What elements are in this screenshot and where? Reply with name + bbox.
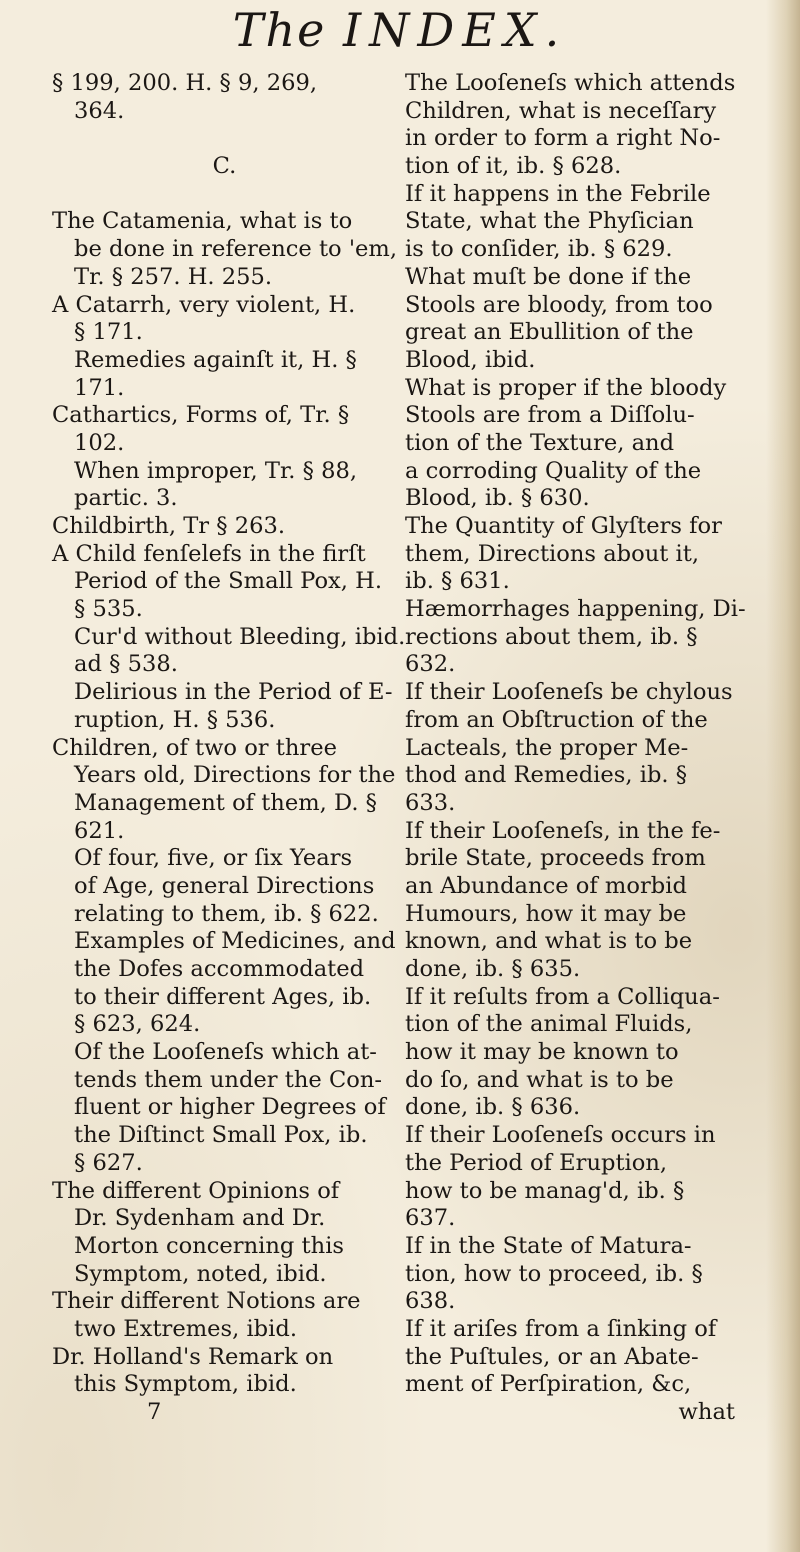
index-line: an Abundance of morbid: [405, 872, 687, 899]
index-line: ruption, H. § 536.: [74, 706, 276, 733]
index-line: Remedies againſt it, H. §: [74, 346, 357, 373]
index-line: § 199, 200. H. § 9, 269,: [52, 70, 318, 96]
index-line: done, ib. § 636.: [405, 1094, 581, 1121]
index-line: Hæmorrhages happening, Di-: [405, 596, 746, 623]
index-line: Children, what is neceſſary: [405, 97, 717, 124]
index-line: tion, how to proceed, ib. §: [405, 1260, 703, 1287]
index-line: Examples of Medicines, and: [74, 928, 396, 955]
index-line: If it happens in the Febrile: [405, 180, 711, 207]
index-line: Childbirth, Tr § 263.: [52, 513, 286, 539]
index-line: great an Ebullition of the: [405, 319, 694, 346]
index-line: State, what the Phyſician: [405, 208, 694, 235]
index-line: § 627.: [74, 1149, 143, 1176]
index-line: The Quantity of Glyſters for: [405, 513, 722, 539]
running-header: [0, 4, 800, 56]
index-line: If it reſults from a Colliqua-: [405, 983, 720, 1010]
index-line: Their different Notions are: [52, 1288, 361, 1315]
index-line: 633.: [405, 789, 456, 816]
index-line: If in the State of Matura-: [405, 1232, 692, 1259]
index-line: how to be manag'd, ib. §: [405, 1177, 685, 1204]
index-line: Period of the Small Pox, H.: [74, 568, 383, 595]
index-line: the Dofes accommodated: [74, 956, 365, 982]
index-line: Humours, how it may be: [405, 900, 687, 927]
header-the: The: [232, 3, 327, 57]
index-line: do ſo, and what is to be: [405, 1066, 674, 1093]
index-line: Dr. Holland's Remark on: [52, 1343, 334, 1370]
index-line: Blood, ib. § 630.: [405, 485, 590, 512]
index-line: What muſt be done if the: [405, 263, 692, 290]
index-line: the Diſtinct Small Pox, ib.: [74, 1122, 368, 1149]
index-line: the Puſtules, or an Abate-: [405, 1343, 699, 1370]
index-line: Children, of two or three: [52, 734, 337, 761]
index-line: The different Opinions of: [52, 1177, 340, 1204]
index-line: What is proper if the bloody: [405, 374, 727, 401]
index-line: of Age, general Directions: [74, 872, 375, 899]
index-line: Symptom, noted, ibid.: [74, 1260, 327, 1287]
index-line: is to conſider, ib. § 629.: [405, 236, 673, 263]
index-line: When improper, Tr. § 88,: [74, 457, 358, 484]
index-line: If their Looſeneſs be chylous: [405, 679, 733, 706]
index-line: relating to them, ib. § 622.: [74, 900, 379, 927]
index-line: 621.: [74, 817, 125, 844]
index-line: Stools are bloody, from too: [405, 291, 713, 318]
index-line: fluent or higher Degrees of: [74, 1094, 386, 1121]
left-column: [52, 70, 406, 1427]
index-line: A Child fenſelefs in the firſt: [52, 540, 366, 567]
index-line: A Catarrh, very violent, H.: [52, 291, 356, 318]
index-line: two Extremes, ibid.: [74, 1315, 298, 1342]
index-line: this Symptom, ibid.: [74, 1371, 297, 1398]
index-line: ad § 538.: [74, 651, 178, 678]
index-line: 171.: [74, 374, 125, 401]
right-column: [405, 70, 773, 1427]
index-line: Years old, Directions for the: [74, 762, 396, 789]
index-line: Cur'd without Bleeding, ibid.: [74, 623, 406, 650]
index-line: the Period of Eruption,: [405, 1149, 668, 1176]
index-line: a corroding Quality of the: [405, 457, 702, 484]
index-line: Of the Looſeneſs which at-: [74, 1039, 377, 1066]
index-line: The Looſeneſs which attends: [405, 70, 736, 96]
index-line: rections about them, ib. §: [405, 623, 698, 650]
index-line: If their Looſeneſs, in the fe-: [405, 817, 721, 844]
index-line: to their different Ages, ib.: [74, 983, 372, 1010]
index-line: thod and Remedies, ib. §: [405, 762, 688, 789]
index-line: The Catamenia, what is to: [52, 208, 353, 235]
index-line: Dr. Sydenham and Dr.: [74, 1205, 326, 1232]
index-line: tends them under the Con-: [74, 1066, 383, 1093]
index-line: tion of it, ib. § 628.: [405, 153, 622, 180]
index-line: Lacteals, the proper Me-: [405, 734, 689, 761]
index-line: Stools are from a Diſſolu-: [405, 402, 695, 429]
index-line: Delirious in the Period of E-: [74, 679, 393, 706]
index-line: 102.: [74, 429, 125, 456]
index-line: tion of the Texture, and: [405, 429, 675, 456]
index-line: them, Directions about it,: [405, 540, 700, 567]
index-line: known, and what is to be: [405, 928, 693, 955]
index-line: Morton concerning this: [74, 1232, 345, 1259]
index-line: 638.: [405, 1288, 456, 1315]
section-letter: C.: [212, 153, 237, 180]
index-line: If their Looſeneſs occurs in: [405, 1122, 716, 1149]
index-line: 632.: [405, 651, 456, 678]
index-line: ib. § 631.: [405, 568, 510, 595]
index-line: Management of them, D. §: [74, 789, 377, 816]
index-line: tion of the animal Fluids,: [405, 1011, 693, 1038]
index-line: how it may be known to: [405, 1039, 679, 1066]
catchword: what: [678, 1399, 735, 1425]
header-index: INDEX.: [342, 3, 568, 57]
index-line: ment of Perſpiration, &c,: [405, 1371, 692, 1398]
index-line: from an Obſtruction of the: [405, 706, 708, 733]
index-line: § 171.: [74, 319, 143, 346]
index-line: in order to form a right No-: [405, 125, 721, 152]
index-line: § 535.: [74, 596, 143, 623]
index-line: Cathartics, Forms of, Tr. §: [52, 402, 350, 429]
index-line: partic. 3.: [74, 485, 178, 512]
index-line: done, ib. § 635.: [405, 956, 581, 982]
index-line: Blood, ibid.: [405, 346, 536, 373]
index-line: Of four, five, or ſix Years: [74, 845, 353, 872]
index-line: be done in reference to 'em,: [74, 236, 398, 263]
index-line: 637.: [405, 1205, 456, 1232]
signature-mark: 7: [147, 1399, 162, 1425]
index-line: If it ariſes from a ſinking of: [405, 1315, 717, 1342]
index-line: § 623, 624.: [74, 1011, 201, 1038]
index-line: brile State, proceeds from: [405, 845, 706, 872]
index-line: 364.: [74, 97, 125, 124]
index-line: Tr. § 257. H. 255.: [74, 263, 273, 290]
